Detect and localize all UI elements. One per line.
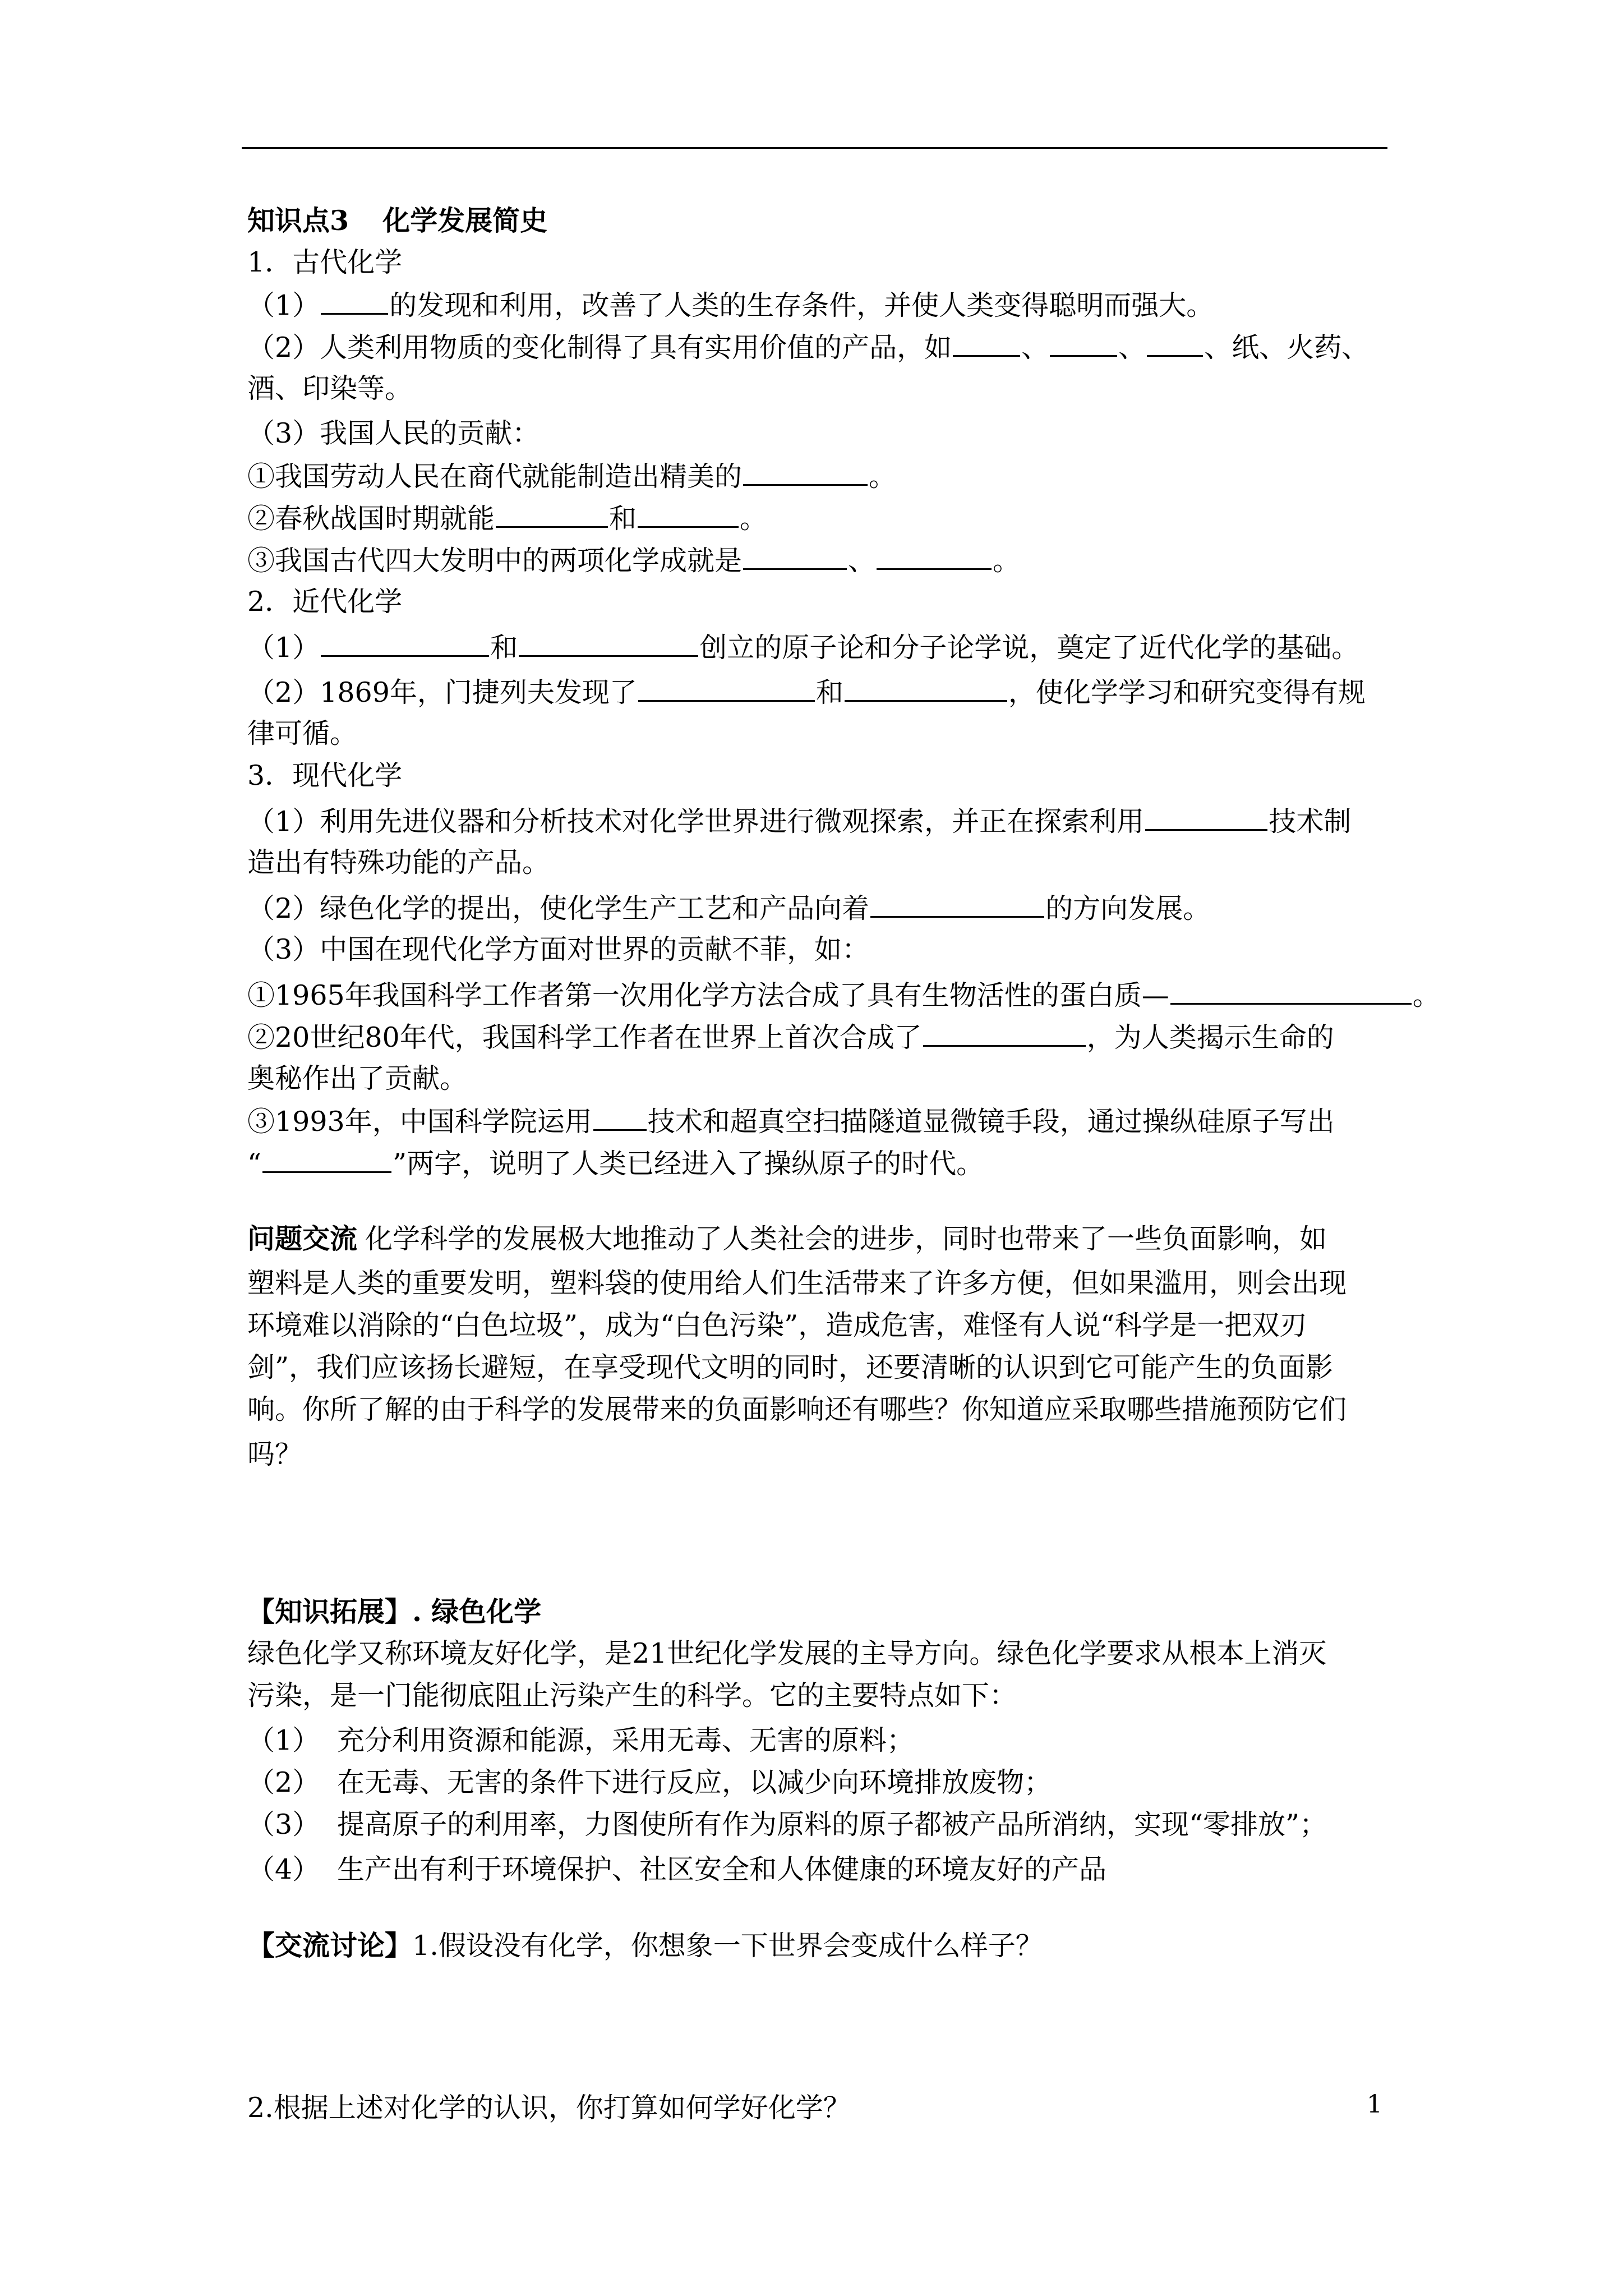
contemporary-contribution-2: ②20世纪80年代，我国科学工作者在世界上首次合成了 ，为人类揭示生命的 [247, 1017, 1410, 1057]
contemporary-contribution-2-cont: 奥秘作出了贡献。 [247, 1062, 468, 1094]
answer-blank[interactable] [923, 1017, 1086, 1047]
contemporary-item-1: （1）利用先进仪器和分析技术对化学世界进行微观探索，并正在探索利用 技术制 [247, 801, 1410, 841]
discussion-line: 剑”，我们应该扬长避短，在享受现代文明的同时，还要清晰的认识到它可能产生的负面影 [247, 1351, 1334, 1383]
ancient-contribution-2: ②春秋战国时期就能 和 。 [247, 498, 1410, 539]
contemporary-contribution-3: ③1993年，中国科学院运用 技术和超真空扫描隧道显微镜手段，通过操纵硅原子写出 [247, 1101, 1410, 1142]
contemporary-item-2: （2）绿色化学的提出，使化学生产工艺和产品向着 的方向发展。 [247, 888, 1410, 928]
answer-blank[interactable] [638, 672, 815, 702]
contemporary-contribution-3-cont: “ ”两字，说明了人类已经进入了操纵原子的时代。 [247, 1143, 1410, 1184]
ancient-contribution-1: ①我国劳动人民在商代就能制造出精美的 。 [247, 456, 1410, 496]
exchange-question-2: 2.根据上述对化学的认识，你打算如何学好化学？ [247, 2092, 851, 2124]
discussion-line: 吗？ [247, 1438, 303, 1470]
ancient-heading: 1．古代化学 [247, 246, 403, 278]
section-title: 知识点3 化学发展简史 [247, 204, 548, 237]
ancient-contribution-3: ③我国古代四大发明中的两项化学成就是 、 。 [247, 540, 1410, 581]
contemporary-heading: 3．现代化学 [247, 760, 403, 792]
answer-blank[interactable] [870, 888, 1044, 918]
contemporary-item-3: （3）中国在现代化学方面对世界的贡献不菲，如： [247, 933, 870, 965]
discussion-line: 响。你所了解的由于科学的发展带来的负面影响还有哪些？你知道应采取哪些措施预防它们 [247, 1393, 1347, 1425]
ancient-item-3: （3）我国人民的贡献： [247, 417, 540, 449]
discussion-line: 塑料是人类的重要发明，塑料袋的使用给人们生活带来了许多方便，但如果滥用，则会出现 [247, 1267, 1347, 1299]
answer-blank[interactable] [953, 327, 1020, 357]
page-number: 1 [1367, 2090, 1382, 2119]
modern-item-1: （1） 和 创立的原子论和分子论学说，奠定了近代化学的基础。 [247, 627, 1410, 668]
answer-blank[interactable] [321, 627, 489, 657]
ancient-item-1: （1） 的发现和利用，改善了人类的生存条件，并使人类变得聪明而强大。 [247, 285, 1410, 325]
extension-point: （4） 生产出有利于环境保护、社区安全和人体健康的环境友好的产品 [247, 1853, 1107, 1885]
extension-point: （2） 在无毒、无害的条件下进行反应，以减少向环境排放废物； [247, 1766, 1052, 1798]
answer-blank[interactable] [262, 1143, 391, 1173]
extension-point: （3） 提高原子的利用率，力图使所有作为原料的原子都被产品所消纳，实现“零排放”； [247, 1809, 1327, 1841]
answer-blank[interactable] [638, 498, 739, 528]
modern-item-2: （2）1869年，门捷列夫发现了 和 ，使化学学习和研究变得有规 [247, 672, 1410, 712]
extension-heading: 【知识拓展】. 绿色化学 [247, 1595, 542, 1628]
exchange-question-1: 【交流讨论】1.假设没有化学，你想象一下世界会变成什么样子？ [247, 1929, 1043, 1962]
answer-blank[interactable] [1145, 801, 1267, 831]
header-rule [242, 147, 1387, 149]
discussion-line: 问题交流 化学科学的发展极大地推动了人类社会的进步，同时也带来了一些负面影响，如 [247, 1222, 1327, 1255]
ancient-item-2-cont: 酒、印染等。 [247, 372, 413, 404]
answer-blank[interactable] [496, 498, 608, 528]
answer-blank[interactable] [743, 456, 868, 486]
answer-blank[interactable] [1170, 975, 1412, 1005]
exchange-label: 【交流讨论】 [247, 1929, 413, 1962]
answer-blank[interactable] [877, 540, 992, 570]
modern-item-2-cont: 律可循。 [247, 717, 358, 749]
answer-blank[interactable] [593, 1101, 647, 1131]
contemporary-item-1-cont: 造出有特殊功能的产品。 [247, 846, 550, 878]
extension-intro-line: 污染，是一门能彻底阻止污染产生的科学。它的主要特点如下： [247, 1680, 1017, 1711]
answer-blank[interactable] [519, 627, 698, 657]
extension-point: （1） 充分利用资源和能源，采用无毒、无害的原料； [247, 1724, 915, 1756]
answer-blank[interactable] [743, 540, 847, 570]
answer-blank[interactable] [1147, 327, 1203, 357]
ancient-item-2: （2）人类利用物质的变化制得了具有实用价值的产品，如 、 、 、纸、火药、 [247, 327, 1410, 367]
answer-blank[interactable] [845, 672, 1007, 702]
extension-intro-line: 绿色化学又称环境友好化学，是21世纪化学发展的主导方向。绿色化学要求从根本上消灭 [247, 1637, 1327, 1669]
answer-blank[interactable] [1050, 327, 1117, 357]
modern-heading: 2．近代化学 [247, 586, 403, 618]
discussion-label: 问题交流 [247, 1222, 358, 1255]
answer-blank[interactable] [321, 285, 388, 315]
discussion-line: 环境难以消除的“白色垃圾”，成为“白色污染”，造成危害，难怪有人说“科学是一把双刃 [247, 1309, 1307, 1341]
contemporary-contribution-1: ①1965年我国科学工作者第一次用化学方法合成了具有生物活性的蛋白质— 。 [247, 975, 1440, 1015]
